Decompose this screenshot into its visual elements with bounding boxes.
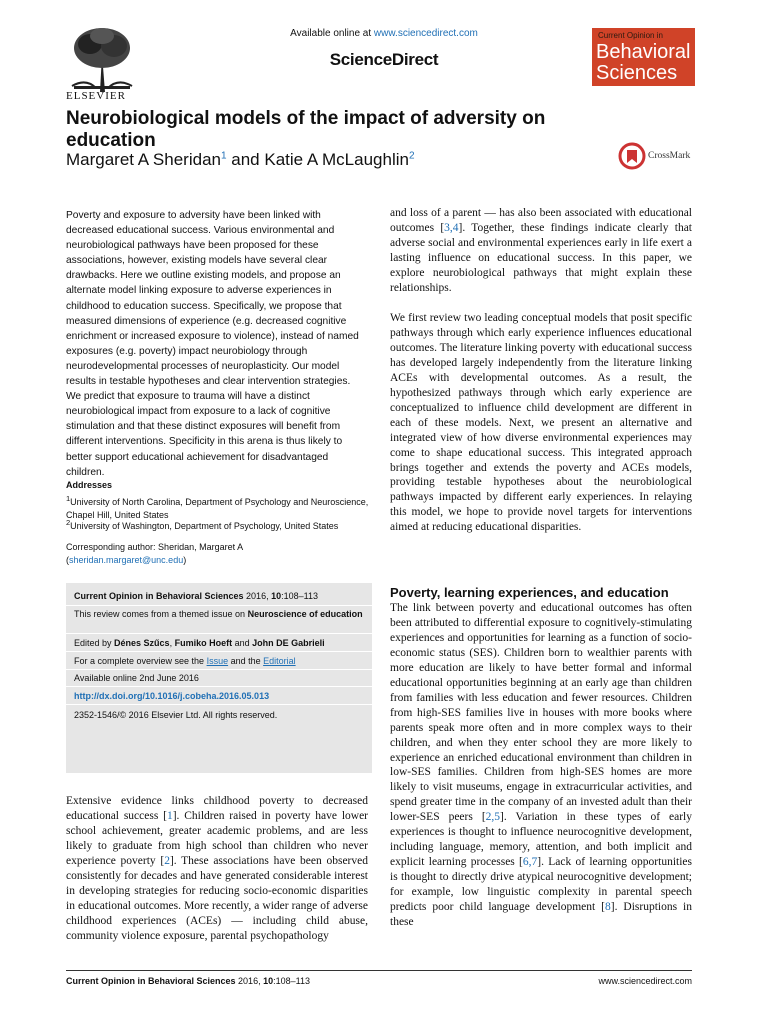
body-paragraph-1: and loss of a parent — has also been associated with educational outcomes [3,4]. Together, these findings indicate clearly that adverse social and environmental experiences early in life exert a lasting influence on educational success. In this paper, we explore neurobiological pathways that might explain these relationships. xyxy=(390,207,692,294)
issue-link[interactable]: Issue xyxy=(206,656,229,666)
footer-divider xyxy=(66,970,692,971)
addresses-heading: Addresses xyxy=(66,480,113,490)
reference-link[interactable]: 8 xyxy=(605,901,611,914)
author-list: Margaret A Sheridan$^1$ and Katie A McLaughlin$^2$ xyxy=(66,150,415,169)
corresponding-author: Corresponding author: Sheridan, Margaret A (sheridan.margaret@unc.edu) xyxy=(66,542,244,565)
reference-link[interactable]: 2,5 xyxy=(485,811,501,824)
body-paragraph-3: The link between poverty and educational outcomes has often been attributed to differential exposure to cognitively-stimulating experiences and opportunities for learning as a function of socio-economic status (SES). Children born to wealthier parents with more education are likely to have better formal and informal educational opportunities beginning at an early age than children from families with less education and fewer resources. Children from high-SES families live in houses with more books where parents speak more often and in more complex ways to their children, and when they enter school they are more likely to experience an enriched educational environment than children in low-SES families. Children from high-SES homes are more likely to visit museums, engage in extracurricular activities, and spend greater time in the company of an invested adult than their lower-SES peers [2,5]. Variation in these types of early experiences is thought to influence neurocognitive development, including language, memory, attention, and both implicit and explicit learning processes [6,7]. Lack of learning opportunities is thought to directly drive atypical neurocognitive development; for example, low linguistic complexity in parental speech predicts poor child language development [8]. Disruptions in these xyxy=(390,602,693,929)
body-text-left: Extensive evidence links childhood poverty to decreased educational success [1]. Children raised in poverty have lower school achievement, greater academic problems, and are less likely to graduate from high school than children who never experience poverty [2]. These associations have been observed consistently for decades and have generated considerable interest in developing strategies for reducing socio-economic disparities in educational outcomes. More recently, a wider range of adverse childhood experiences (ACEs) — including child abuse, community violence exposure, parental psychopathology xyxy=(66,795,369,942)
sciencedirect-link[interactable]: www.sciencedirect.com xyxy=(373,28,478,39)
publisher-name: ELSEVIER xyxy=(66,90,126,102)
author-name: Katie A McLaughlin xyxy=(264,150,409,169)
reference-link[interactable]: 3,4 xyxy=(444,221,459,234)
body-paragraph-2: We first review two leading conceptual models that posit specific pathways through which early experience influences educational outcomes. The literature linking poverty with educational success has developed largely independently from the literature linking ACEs with developmental outcomes. As a result, the hypothesized pathways through which early experience are conceptualized to influence child development are different in each of these models. Next, we present an alternative and integrated view of how diverse environmental experiences may come to shape educational success. This integrated approach brings together and extends the poverty and ACEs models, providing testable hypotheses about the neurobiological pathways impacted by different early experiences. In relaying this model, we hope to provide novel targets for interventions aimed at reducing educational disparities. xyxy=(390,312,692,534)
address-1: $^1$University of North Carolina, Department of Psychology and Neuroscience, Chapel Hill, United States xyxy=(66,494,369,520)
available-date: Available online 2nd June 2016 xyxy=(74,673,199,683)
reference-link[interactable]: 6,7 xyxy=(522,856,538,869)
editors: Edited by Dénes Szűcs, Fumiko Hoeft and John DE Gabrieli xyxy=(74,638,325,648)
article-title: Neurobiological models of the impact of adversity on education xyxy=(66,108,546,151)
affiliation-link[interactable]: 1 xyxy=(220,150,227,162)
theme-issue: This review comes from a themed issue on Neuroscience of education xyxy=(74,609,363,619)
journal-logo xyxy=(592,28,695,86)
article-info-box xyxy=(66,583,372,773)
affiliation-link[interactable]: 2 xyxy=(408,150,415,162)
editorial-link[interactable]: Editorial xyxy=(263,656,296,666)
journal-logo-line1: Behavioral xyxy=(596,41,691,63)
address-2: $^2$University of Washington, Department of Psychology, United States xyxy=(66,518,339,531)
abstract: Poverty and exposure to adversity have been linked with decreased educational success. Various environmental and neurobiological pathways have been proposed for these associations, however, existing models have several clear drawbacks. Here we outline existing models, and propose an alternate model linking exposure to adverse experiences in childhood to education success. Specifically, we propose that measured dimensions of experience (e.g. decreased cognitive enrichment or increased exposure to violence), instead of named exposures (e.g. poverty) impact neurobiology through neurodevelopmental processes of neuroplasticity. Our model results in testable hypotheses and clear intervention strategies. We predict that exposure to trauma will have a distinct neurobiological impact from exposure to a lack of cognitive stimulation and that these distinct exposures will benefit from different interventions. Specificity in this arena is thus likely to better support educational achievement for disadvantaged children. xyxy=(66,210,359,478)
journal-logo-line2: Sciences xyxy=(596,62,678,84)
issn-copyright: 2352-1546/© 2016 Elsevier Ltd. All rights reserved. xyxy=(74,710,278,720)
available-online: Available online at www.sciencedirect.com xyxy=(290,28,478,39)
crossmark-label[interactable]: CrossMark xyxy=(648,151,691,161)
author-email-link[interactable]: sheridan.margaret@unc.edu xyxy=(69,555,184,565)
author-name: Margaret A Sheridan xyxy=(66,150,221,169)
citation: Current Opinion in Behavioral Sciences 2016, 10:108–113 xyxy=(74,591,318,601)
overview: For a complete overview see the Issue and the Editorial xyxy=(74,656,296,666)
crossmark-icon[interactable] xyxy=(618,142,646,170)
reference-link[interactable]: 1 xyxy=(166,809,173,822)
footer-url[interactable]: www.sciencedirect.com xyxy=(598,976,692,986)
footer-citation: Current Opinion in Behavioral Sciences 2016, 10:108–113 xyxy=(66,976,310,986)
journal-logo-small: Current Opinion in xyxy=(598,31,663,40)
sciencedirect-brand: ScienceDirect xyxy=(329,50,439,69)
reference-link[interactable]: 2 xyxy=(164,854,170,867)
section-heading: Poverty, learning experiences, and education xyxy=(390,585,669,600)
doi-link[interactable]: http://dx.doi.org/10.1016/j.cobeha.2016.05.013 xyxy=(74,691,270,701)
